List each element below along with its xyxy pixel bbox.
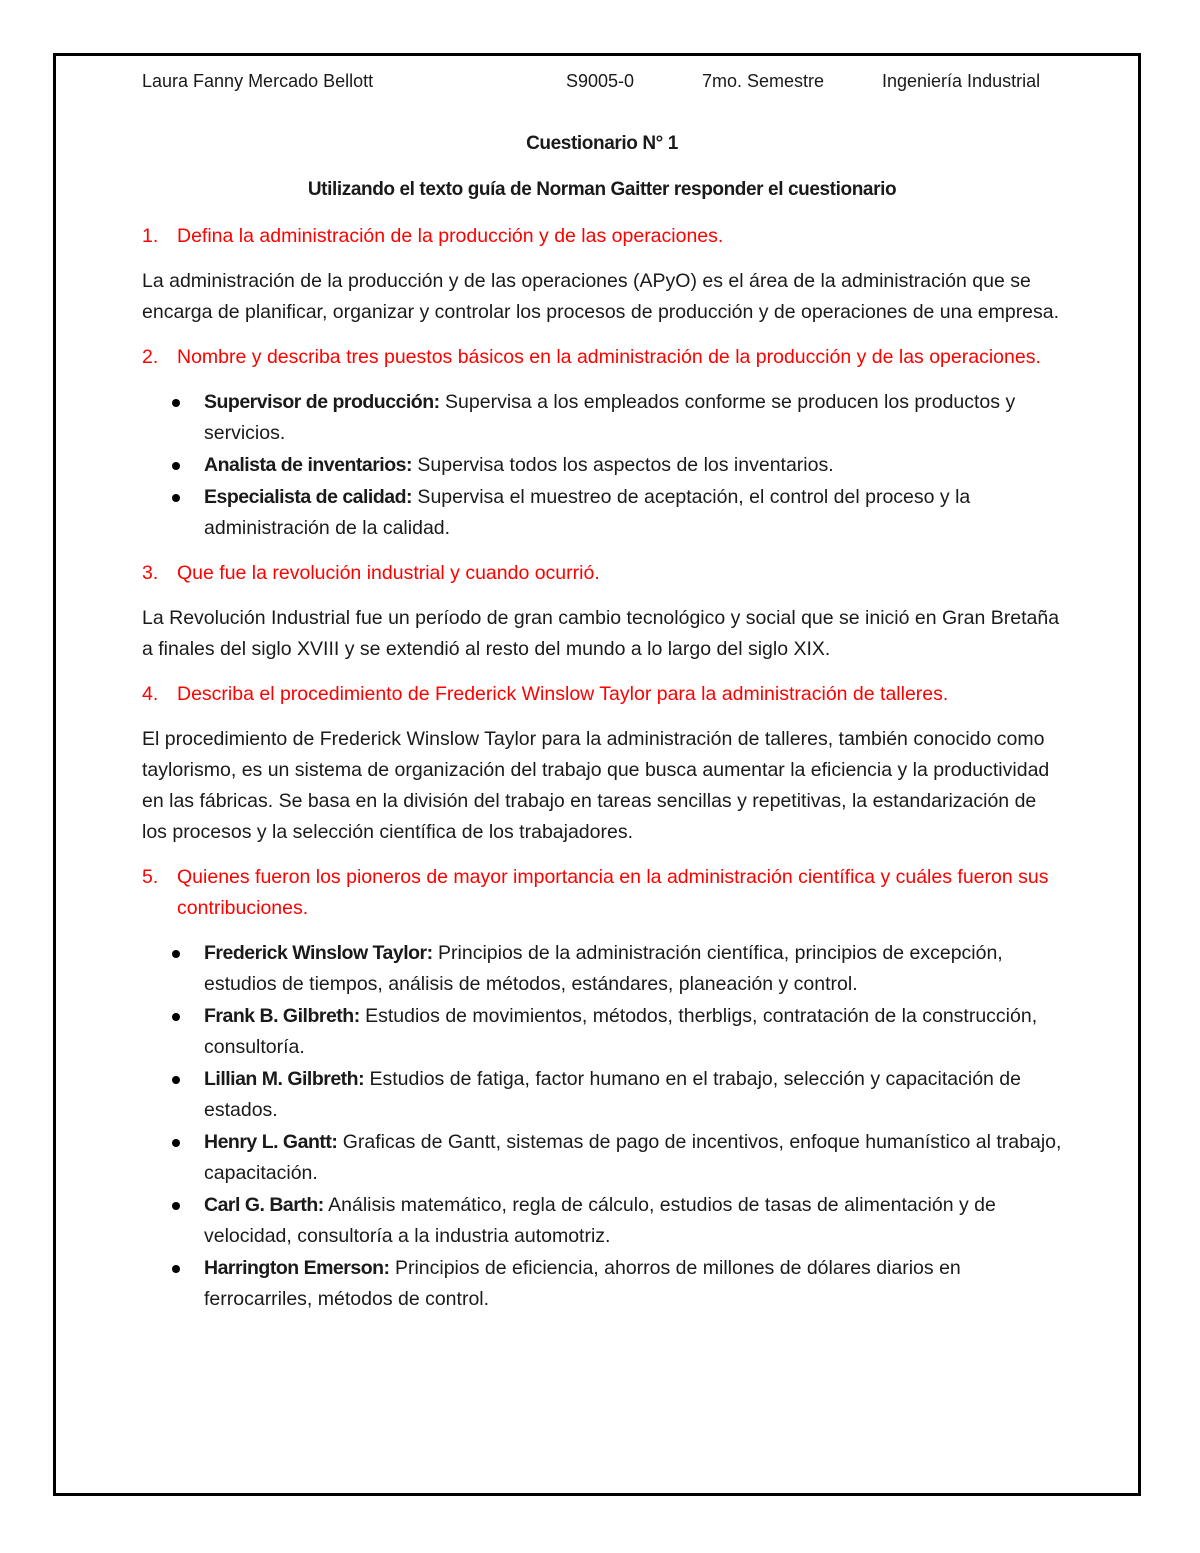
list-item-term: Especialista de calidad:: [204, 486, 413, 508]
question-text: Nombre y describa tres puestos básicos en la administración de la producción y de las operaciones.: [177, 346, 1041, 368]
answer-4: El procedimiento de Frederick Winslow Taylor para la administración de talleres, también conocido como taylorismo, es un sistema de organización del trabajo que busca aumentar la eficiencia y la productividad en las fábricas. Se basa en la división del trabajo en tareas sencillas y repetitivas, la estandarización de los procesos y la selección científica de los trabajadores.: [142, 728, 1050, 843]
question-text: Defina la administración de la producción y de las operaciones.: [177, 225, 724, 247]
list-item-term: Harrington Emerson:: [204, 1257, 390, 1279]
list-item-desc: Supervisa todos los aspectos de los inventarios.: [411, 454, 834, 476]
list-item-term: Lillian M. Gilbreth:: [204, 1068, 365, 1090]
question-5: [142, 862, 1062, 924]
question-number: 5.: [142, 866, 159, 888]
list-item-desc: Estudios de fatiga, factor humano en el trabajo, selección y capacitación de estados.: [204, 1068, 1021, 1121]
question-text: Quienes fueron los pioneros de mayor importancia en la administración científica y cuáles fueron sus contribuciones.: [177, 866, 1049, 919]
list-item-term: Supervisor de producción:: [204, 391, 440, 413]
document-title: Cuestionario N° 1: [526, 133, 678, 154]
list-item: [142, 1001, 1062, 1063]
list-item-term: Frederick Winslow Taylor:: [204, 942, 433, 964]
list-item: [142, 938, 1062, 1000]
list-item: [142, 1190, 1062, 1252]
question-number: 2.: [142, 346, 159, 368]
author-name: Laura Fanny Mercado Bellott: [142, 71, 374, 91]
question-4: [142, 679, 1062, 710]
list-item-term: Carl G. Barth:: [204, 1194, 324, 1216]
answer-3: La Revolución Industrial fue un período de gran cambio tecnológico y social que se inició en Gran Bretaña a finales del siglo XVIII y se extendió al resto del mundo a lo largo del siglo XIX.: [142, 607, 1060, 660]
list-item-desc: Principios de la administración científica, principios de excepción, estudios de tiempos, análisis de métodos, estándares, planeación y control.: [204, 942, 1003, 995]
answer-1: La administración de la producción y de las operaciones (APyO) es el área de la administración que se encarga de planificar, organizar y controlar los procesos de producción y de operaciones de una empresa.: [142, 270, 1060, 323]
list-item: [142, 387, 1062, 449]
answer-2-list: [142, 387, 1062, 544]
career: Ingeniería Industrial: [882, 71, 1041, 91]
list-item: [142, 482, 1062, 544]
question-number: 3.: [142, 562, 159, 584]
student-code: S9005-0: [566, 71, 635, 91]
document-header: [142, 66, 1062, 97]
list-item-desc: Análisis matemático, regla de cálculo, estudios de tasas de alimentación y de velocidad, consultoría a la industria automotriz.: [204, 1194, 996, 1247]
list-item: [142, 450, 1062, 481]
list-item-term: Henry L. Gantt:: [204, 1131, 338, 1153]
document-subtitle: Utilizando el texto guía de Norman Gaitter responder el cuestionario: [307, 179, 897, 200]
list-item-term: Analista de inventarios:: [204, 454, 412, 476]
question-number: 4.: [142, 683, 159, 705]
semester: 7mo. Semestre: [702, 71, 825, 91]
answer-5-list: [142, 938, 1062, 1315]
list-item: [142, 1127, 1062, 1189]
list-item-desc: Principios de eficiencia, ahorros de millones de dólares diarios en ferrocarriles, métodos de control.: [204, 1257, 961, 1310]
question-number: 1.: [142, 225, 159, 247]
list-item: [142, 1064, 1062, 1126]
list-item-term: Frank B. Gilbreth:: [204, 1005, 360, 1027]
question-2: [142, 342, 1062, 373]
question-3: [142, 558, 1062, 589]
question-text: Describa el procedimiento de Frederick Winslow Taylor para la administración de talleres.: [177, 683, 949, 705]
list-item-desc: Supervisa el muestreo de aceptación, el control del proceso y la administración de la calidad.: [204, 486, 971, 539]
document-body: [142, 66, 1062, 1329]
list-item: [142, 1253, 1062, 1315]
list-item-desc: Graficas de Gantt, sistemas de pago de incentivos, enfoque humanístico al trabajo, capacitación.: [204, 1131, 1062, 1184]
list-item-desc: Supervisa a los empleados conforme se producen los productos y servicios.: [204, 391, 1016, 444]
question-1: [142, 221, 1062, 252]
question-text: Que fue la revolución industrial y cuando ocurrió.: [177, 562, 600, 584]
list-item-desc: Estudios de movimientos, métodos, therbligs, contratación de la construcción, consultoría.: [204, 1005, 1038, 1058]
